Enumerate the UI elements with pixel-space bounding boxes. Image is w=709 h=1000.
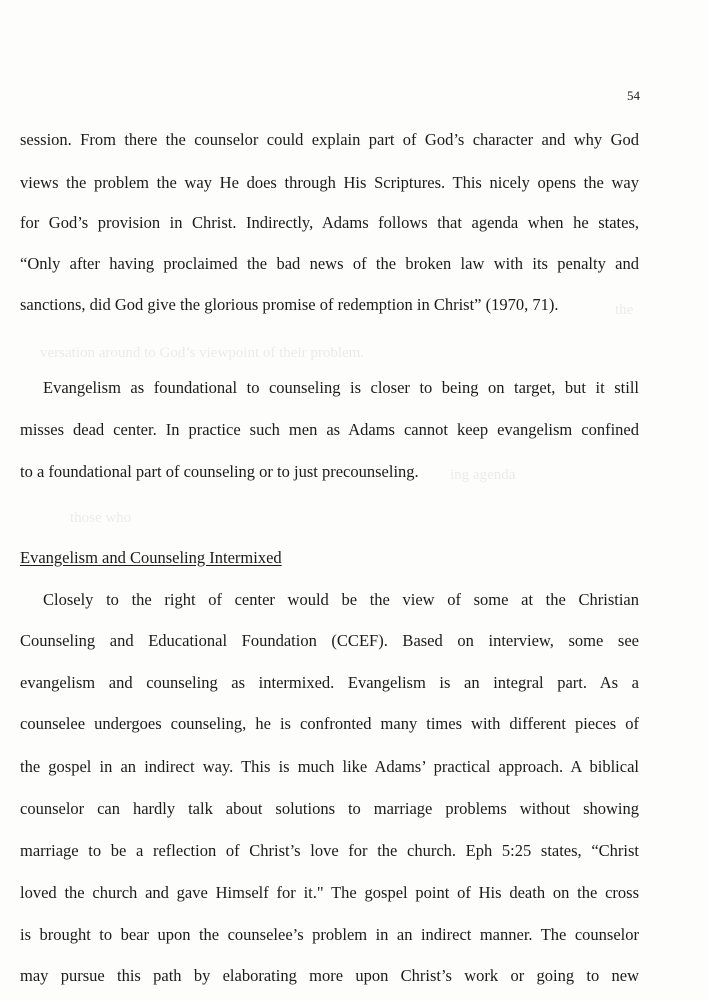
paragraph-line: “Only after having proclaimed the bad news of the broken law with its penalty and [20,254,639,273]
paragraph-line: to a foundational part of counseling or to just precounseling. [20,462,419,481]
section-heading: Evangelism and Counseling Intermixed [20,548,282,567]
paragraph-line: counselee undergoes counseling, he is confronted many times with different pieces of [20,714,639,733]
paragraph-line: evangelism and counseling as intermixed. Evangelism is an integral part. As a [20,673,639,692]
paragraph-line: sanctions, did God give the glorious promise of redemption in Christ” (1970, 71). [20,295,559,314]
bleed-through-text: those who [70,510,132,526]
paragraph-line: Closely to the right of center would be the view of some at the Christian [43,590,639,609]
paragraph-line: the gospel in an indirect way. This is much like Adams’ practical approach. A biblical [20,757,639,776]
paragraph-line: marriage to be a reflection of Christ’s love for the church. Eph 5:25 states, “Christ [20,841,639,860]
paragraph-line: views the problem the way He does through His Scriptures. This nicely opens the way [20,173,639,192]
paragraph-line: counselor can hardly talk about solutions to marriage problems without showing [20,799,639,818]
paragraph-line: for God’s provision in Christ. Indirectly, Adams follows that agenda when he states, [20,213,639,232]
bleed-through-text: versation around to God’s viewpoint of their problem. [40,345,365,361]
paragraph-line: may pursue this path by elaborating more upon Christ’s work or going to new [20,966,639,985]
bleed-through-text: the [615,302,634,318]
paragraph-line: session. From there the counselor could explain part of God’s character and why God [20,130,639,149]
paragraph-line: loved the church and gave Himself for it." The gospel point of His death on the cross [20,883,639,902]
page-number: 54 [627,88,640,103]
paragraph-line: Evangelism as foundational to counseling is closer to being on target, but it still [43,378,639,397]
paragraph-line: misses dead center. In practice such men as Adams cannot keep evangelism confined [20,420,639,439]
paragraph-line: Counseling and Educational Foundation (CCEF). Based on interview, some see [20,631,639,650]
bleed-through-text: ing agenda [450,467,516,483]
paragraph-line: is brought to bear upon the counselee’s problem in an indirect manner. The counselor [20,925,639,944]
